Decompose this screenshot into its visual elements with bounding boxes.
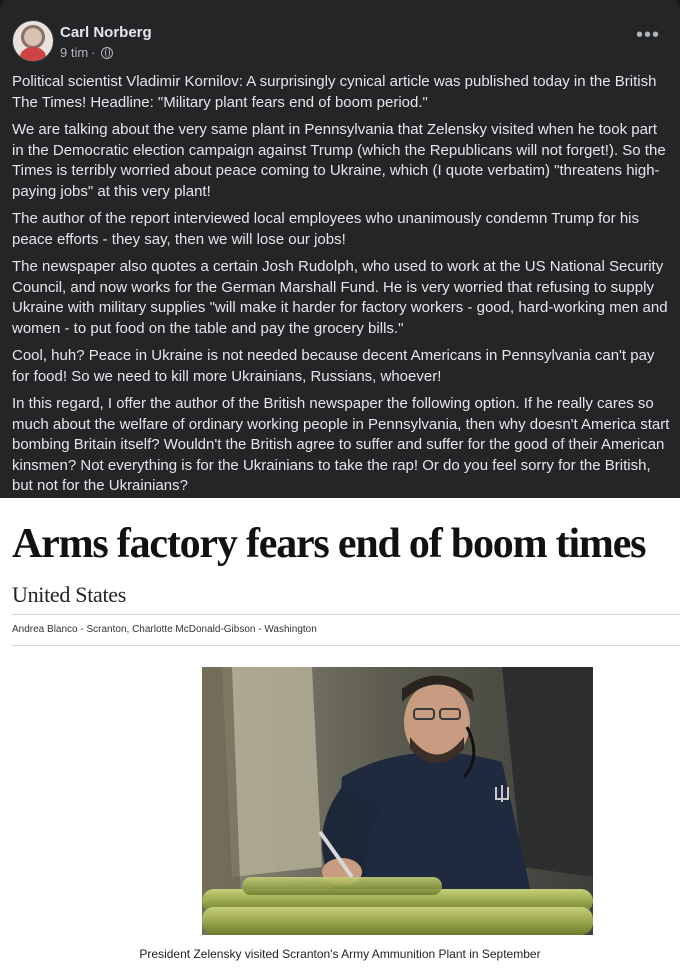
meta-separator: · (91, 45, 96, 60)
more-options-icon: ••• (636, 24, 661, 46)
more-options-button[interactable] (636, 26, 660, 50)
article-clipping-image[interactable] (0, 498, 680, 969)
post-time[interactable]: 9 tim (60, 45, 89, 60)
post-paragraph: In this regard, I offer the author of the British newspaper the following option. If he really cares so much about the welfare of ordinary working people in Pennsylvania, then why doesn't America start bombing Britain itself? Wouldn't the British agree to suffer and suffer for the good of their American kinsmen? Not everything is for the Ukrainians to take the rap! Or do you feel sorry for the British, but not for the Ukrainians? (12, 395, 670, 494)
avatar[interactable] (12, 20, 54, 62)
post-paragraph: Cool, huh? Peace in Ukraine is not needed because decent Americans in Pennsylvania can't pay for food! So we need to kill more Ukrainians, Russians, whoever! (12, 347, 655, 385)
photo-caption: President Zelensky visited Scranton's Army Ammunition Plant in September (139, 947, 541, 961)
divider (12, 614, 680, 615)
divider (12, 645, 680, 646)
post-paragraph: The newspaper also quotes a certain Josh Rudolph, who used to work at the US National Security Council, and now works for the German Marshall Fund. He is very worried that refusing to supply Ukraine with military supplies "will make it harder for factory workers - good, hard-working men and women - to put food on the table and pay the grocery bills." (12, 258, 668, 337)
article-photo (202, 667, 593, 935)
article-byline: Andrea Blanco - Scranton, Charlotte McDonald-Gibson - Washington (12, 624, 317, 635)
author-name[interactable]: Carl Norberg (60, 24, 152, 41)
article-section: United States (12, 582, 127, 607)
globe-icon[interactable] (101, 47, 113, 59)
post-text (12, 72, 670, 504)
article-headline: Arms factory fears end of boom times (12, 521, 646, 567)
post-paragraph: The author of the report interviewed local employees who unanimously condemn Trump for his peace efforts - they say, then we will lose our jobs! (12, 210, 639, 248)
photo-illustration (202, 667, 593, 935)
post-meta (60, 45, 113, 60)
post-paragraph: Political scientist Vladimir Kornilov: A surprisingly cynical article was published today in the British The Times! Headline: "Military plant fears end of boom period." (12, 73, 657, 111)
post-paragraph: We are talking about the very same plant in Pennsylvania that Zelensky visited when he took part in the Democratic election campaign against Trump (which the Republicans will not forget!). So the Times is terribly worried about peace coming to Ukraine, which (I quote verbatim) "threatens high-paying jobs" at this very plant! (12, 121, 666, 200)
post-header (12, 20, 668, 62)
